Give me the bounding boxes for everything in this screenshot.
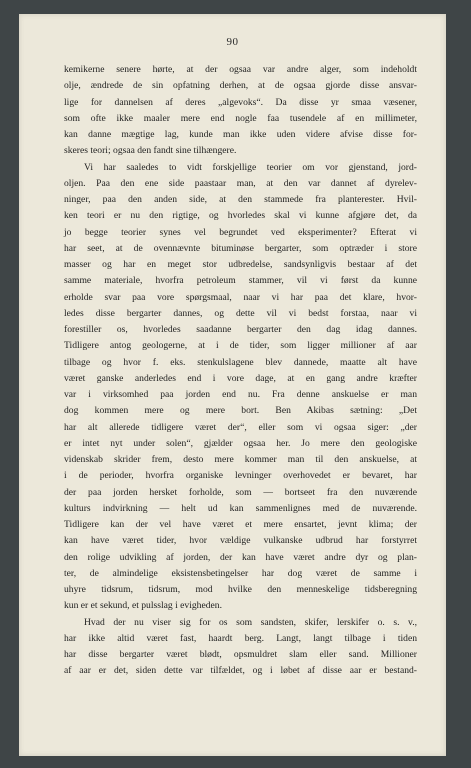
text-line: samme materiale, hvorfra petroleum stammer, vil vi først da kunne: [64, 275, 417, 287]
text-line: Tidligere kan der vel have været et mere ensartet, jevnt klima; der: [64, 519, 417, 530]
text-line: ter, de almindelige eksistensbetingelser har dog været de samme i: [64, 567, 417, 579]
text-line: skeres teori; ogsaa den fandt sine tilhængere.: [64, 145, 237, 157]
body-text: [64, 62, 417, 680]
text-line: tilbage og hvor f. eks. stenkulslagene blev dannede, maatte alt have: [64, 356, 417, 368]
text-line: var i virksomhed paa jorden end nu. Fra denne anskuelse er man: [64, 389, 417, 400]
text-line: har ikke altid været fast, haardt berg. Langt, langt tilbage i tiden: [64, 632, 417, 644]
text-line: videnskab skrider frem, desto mere kommer man til den anskuelse, at: [64, 454, 417, 465]
text-line: forestiller os, hvorledes saadanne bergarter den dag idag dannes.: [64, 324, 417, 335]
text-line: kulturs indvirkning — helt ud kan sammenlignes med de nuværende.: [64, 502, 417, 514]
text-line: ninger, paa den anden side, at den stammede fra planterester. Hvil-: [64, 194, 417, 205]
text-line: har alt allerede tidligere været der“, eller som vi ogsaa siger: „der: [64, 421, 417, 433]
text-line: jo begge teorier synes vel begrundet ved eksperimenter? Efterat vi: [64, 226, 417, 238]
text-line: har disse bergarter været blødt, opsmuldret slam eller sand. Millioner: [64, 649, 417, 660]
text-line: kan have været tider, hvor vældige vulkanske udbrud har forstyrret: [64, 535, 417, 547]
text-line: i de perioder, hvorfra organiske levninger overhovedet er bevaret, har: [64, 470, 417, 482]
text-line: ken teori er nu den rigtige, og hvorledes skal vi kunne afgjøre det, da: [64, 210, 417, 222]
text-line: har seet, at de ovennævnte bituminøse bergarter, som optræder i store: [64, 242, 417, 254]
text-line: oljen. Paa den ene side paastaar man, at den var dannet af dyrelev-: [64, 177, 417, 189]
text-line: olje, ændrede de sin opfatning derhen, at de ogsaa gjorde disse ansvar-: [64, 80, 417, 92]
text-line: erholde svar paa vore spørgsmaal, naar vi har paa det klare, hvor-: [64, 291, 417, 303]
book-page: [19, 14, 446, 756]
text-line: lige for dannelsen af deres „algevoks“. Da disse yr smaa væsener,: [64, 96, 417, 108]
text-line: som ofte ikke maaler mere end nogle faa tusendele af en millimeter,: [64, 112, 417, 124]
text-line: kemikerne senere hørte, at der ogsaa var andre alger, som indeholdt: [64, 64, 417, 75]
text-line: været ganske anderledes end i vore dage, at en gang andre kræfter: [64, 372, 417, 384]
text-line: dog kommen mere og mere bort. Ben Akibas sætning: „Det: [64, 405, 417, 417]
text-line: den rolige udvikling af jorden, der kan have været andre dyr og plan-: [64, 551, 417, 563]
page-number: 90: [226, 36, 239, 48]
text-line: ledes disse bergarter dannes, og dette vil vi bedst forstaa, naar vi: [64, 307, 417, 319]
text-line: kun er et sekund, et pulsslag i evigheden.: [64, 600, 222, 612]
text-line: masser og har en meget stor udbredelse, sandsynligvis bestaar af det: [64, 259, 417, 270]
text-line: kan danne mægtige lag, kunde man ikke uden videre afvise disse for-: [64, 129, 417, 140]
paragraph-start-line: Hvad der nu viser sig for os som sandsten, skifer, lerskifer o. s. v.,: [84, 616, 417, 628]
text-line: Tidligere antog geologerne, at i de tider, som ligger millioner af aar: [64, 340, 417, 352]
text-line: der paa jorden hersket forholde, som — bortseet fra den nuværende: [64, 486, 417, 498]
text-line: uhyre tidsrum, tidsrum, mod hvilke den menneskelige tidsberegning: [64, 584, 417, 595]
text-line: er intet nyt under solen“, gjælder ogsaa her. Jo mere den geologiske: [64, 437, 417, 449]
text-line: af aar er det, siden dette var tilfældet, og i løbet af disse aar er bestand-: [64, 665, 417, 677]
paragraph-start-line: Vi har saaledes to vidt forskjellige teorier om vor gjenstand, jord-: [84, 161, 417, 173]
